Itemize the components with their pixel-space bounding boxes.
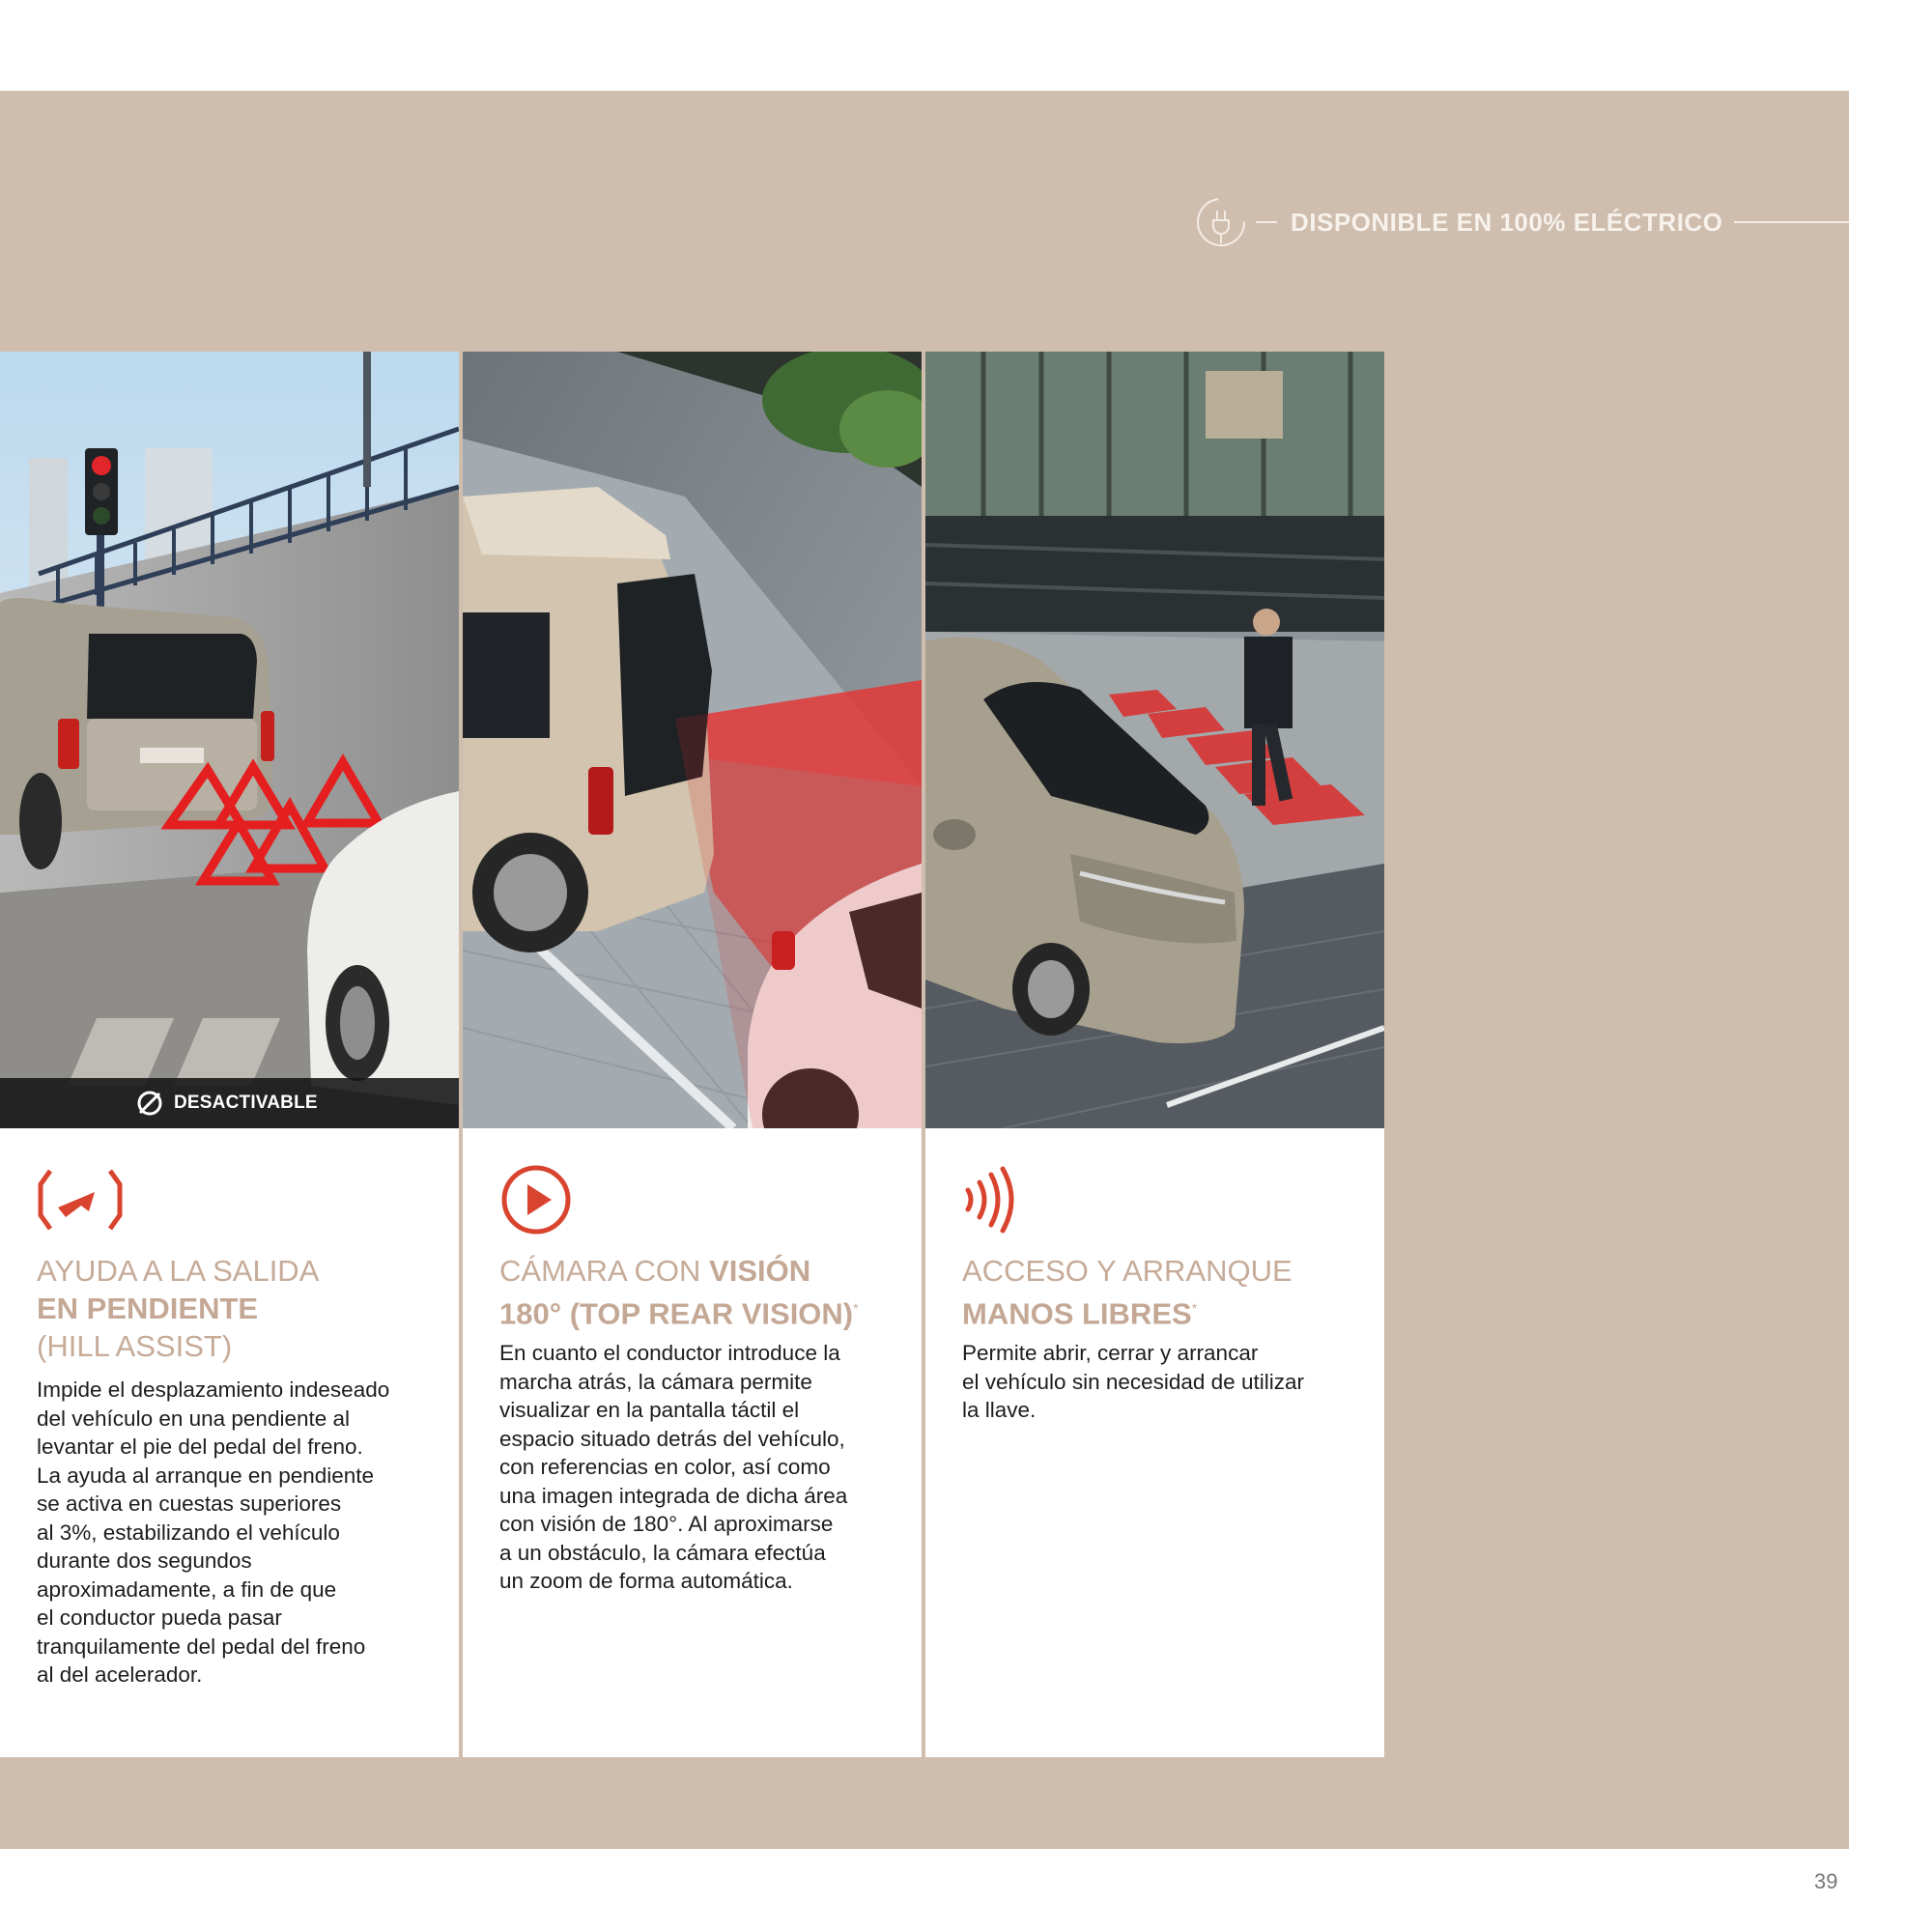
electric-availability-tagline	[1192, 198, 1849, 246]
electric-plug-icon	[1192, 193, 1250, 251]
keyless-title: ACCESO Y ARRANQUE MANOS LIBRES*	[962, 1254, 1293, 1331]
play-camera-icon	[499, 1163, 586, 1236]
tagline-text: DISPONIBLE EN 100% ELÉCTRICO	[1291, 207, 1723, 237]
keyless-card	[925, 1128, 1384, 1757]
keyless-description: Permite abrir, cerrar y arrancar el vehículo sin necesidad de utilizar la llave.	[962, 1341, 1304, 1422]
rear-camera-card	[463, 1128, 922, 1757]
tagline-rule	[1734, 221, 1849, 223]
deactivatable-label: DESACTIVABLE	[174, 1093, 318, 1113]
page-number: 39	[1814, 1869, 1838, 1893]
hill-assist-description: Impide el desplazamiento indeseado del vehículo en una pendiente al levantar el pie del pedal del freno. La ayuda al arranque en pendiente se activa en cuestas superiores al 3%, estabilizando el vehículo durante dos segundos aproximadamente, a fin de que el conductor pueda pasar tranquilamente del pedal del freno al del acelerador.	[37, 1378, 390, 1687]
hill-assist-title: AYUDA A LA SALIDA EN PENDIENTE (HILL ASSIST)	[37, 1254, 320, 1363]
deactivate-icon	[135, 1089, 164, 1118]
keyless-photo	[925, 352, 1384, 1128]
hill-assist-card	[0, 1128, 459, 1757]
deactivatable-badge	[0, 1078, 459, 1128]
rear-camera-description: En cuanto el conductor introduce la marcha atrás, la cámara permite visualizar en la pantalla táctil el espacio situado detrás del vehículo, con referencias en color, así como una imagen integrada de dicha área con visión de 180°. Al aproximarse a un obstáculo, la cámara efectúa un zoom de forma automática.	[499, 1341, 848, 1593]
tagline-dash	[1256, 221, 1277, 223]
rear-camera-photo	[463, 352, 922, 1128]
hill-assist-photo	[0, 352, 459, 1128]
rear-camera-title: CÁMARA CON VISIÓN 180° (TOP REAR VISION)*	[499, 1254, 859, 1331]
hill-assist-icon	[37, 1163, 124, 1236]
keyless-signal-icon	[962, 1163, 1049, 1236]
